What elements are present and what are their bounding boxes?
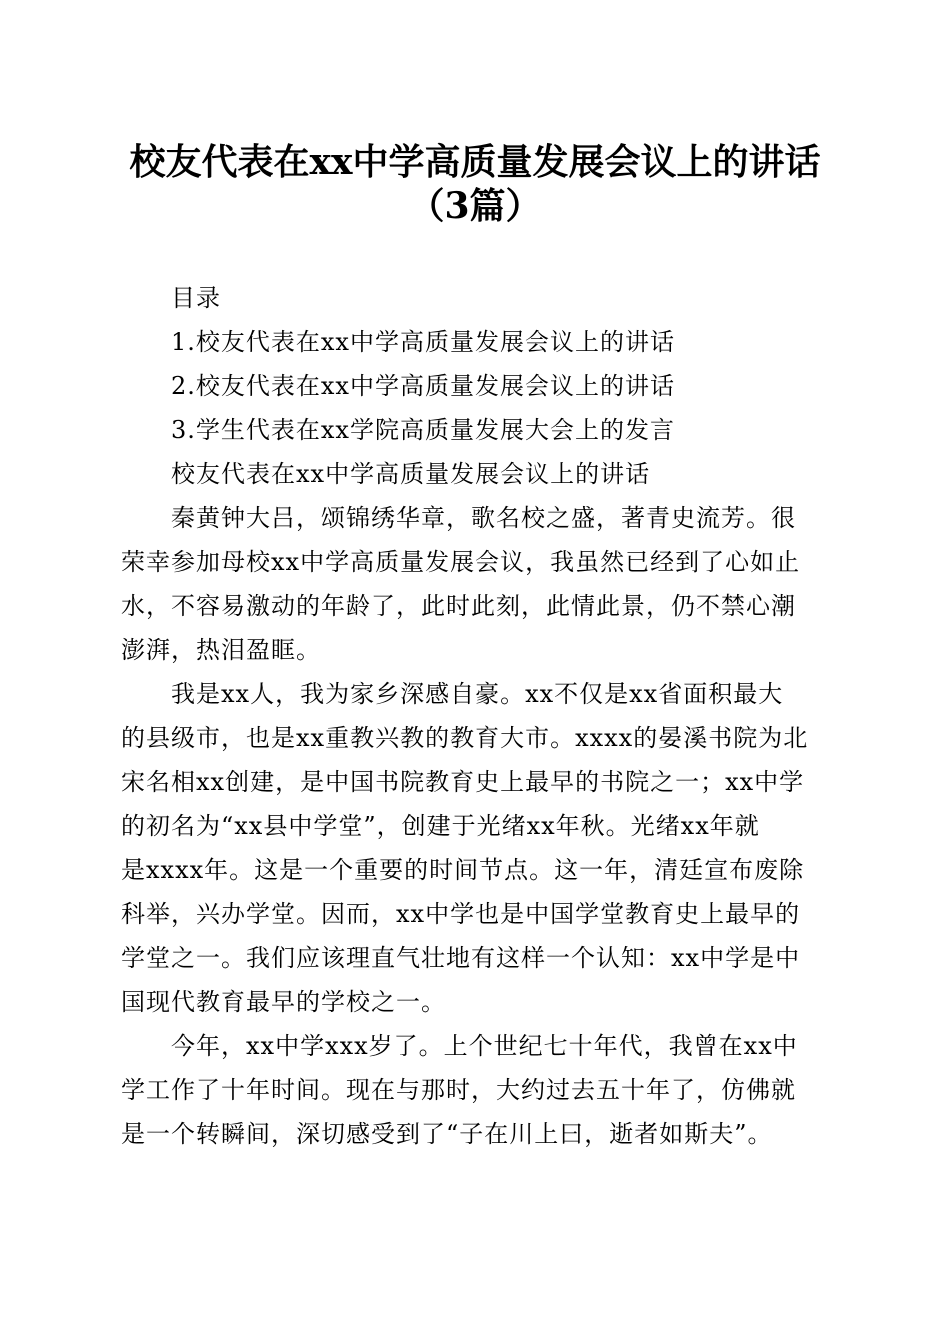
paragraph-line: 国现代教育最早的学校之一。 [121, 988, 446, 1016]
paragraph-line: 荣幸参加母校xx中学高质量发展会议，我虽然已经到了心如止 [121, 548, 801, 576]
paragraph-line: 是xxxx年。这是一个重要的时间节点。这一年，清廷宣布废除 [121, 856, 805, 884]
paragraph-line: 学堂之一。我们应该理直气壮地有这样一个认知：xx中学是中 [121, 944, 801, 972]
document-body [121, 276, 831, 1156]
toc-item-3: 3.学生代表在xx学院高质量发展大会上的发言 [171, 416, 675, 444]
paragraph-line: 水，不容易激动的年龄了，此时此刻，此情此景，仍不禁心潮 [121, 592, 796, 620]
paragraph-line: 是一个转瞬间，深切感受到了“子在川上曰，逝者如斯夫”。 [121, 1120, 773, 1148]
paragraph-line: 澎湃，热泪盈眶。 [121, 636, 321, 664]
paragraph-1 [121, 496, 831, 672]
paragraph-line: 秦黄钟大吕，颂锦绣华章，歌名校之盛，著青史流芳。很 [171, 504, 796, 532]
paragraph-line: 我是xx人，我为家乡深感自豪。xx不仅是xx省面积最大 [171, 680, 784, 708]
document-title-line-2: （3篇） [408, 185, 542, 227]
document-title-line-1: 校友代表在xx中学高质量发展会议上的讲话 [129, 141, 821, 183]
paragraph-line: 今年，xx中学xxx岁了。上个世纪七十年代，我曾在xx中 [171, 1032, 798, 1060]
toc-item-1: 1.校友代表在xx中学高质量发展会议上的讲话 [171, 328, 675, 356]
paragraph-3 [121, 1024, 831, 1156]
paragraph-line: 的县级市，也是xx重教兴教的教育大市。xxxx的晏溪书院为北 [121, 724, 809, 752]
toc-heading: 目录 [171, 284, 221, 312]
paragraph-line: 科举，兴办学堂。因而，xx中学也是中国学堂教育史上最早的 [121, 900, 801, 928]
paragraph-line: 的初名为“xx县中学堂”，创建于光绪xx年秋。光绪xx年就 [121, 812, 760, 840]
paragraph-2 [121, 672, 831, 1024]
paragraph-line: 学工作了十年时间。现在与那时，大约过去五十年了，仿佛就 [121, 1076, 796, 1104]
toc-item-2: 2.校友代表在xx中学高质量发展会议上的讲话 [171, 372, 675, 400]
paragraph-line: 宋名相xx创建，是中国书院教育史上最早的书院之一；xx中学 [121, 768, 805, 796]
section-title: 校友代表在xx中学高质量发展会议上的讲话 [171, 460, 651, 488]
